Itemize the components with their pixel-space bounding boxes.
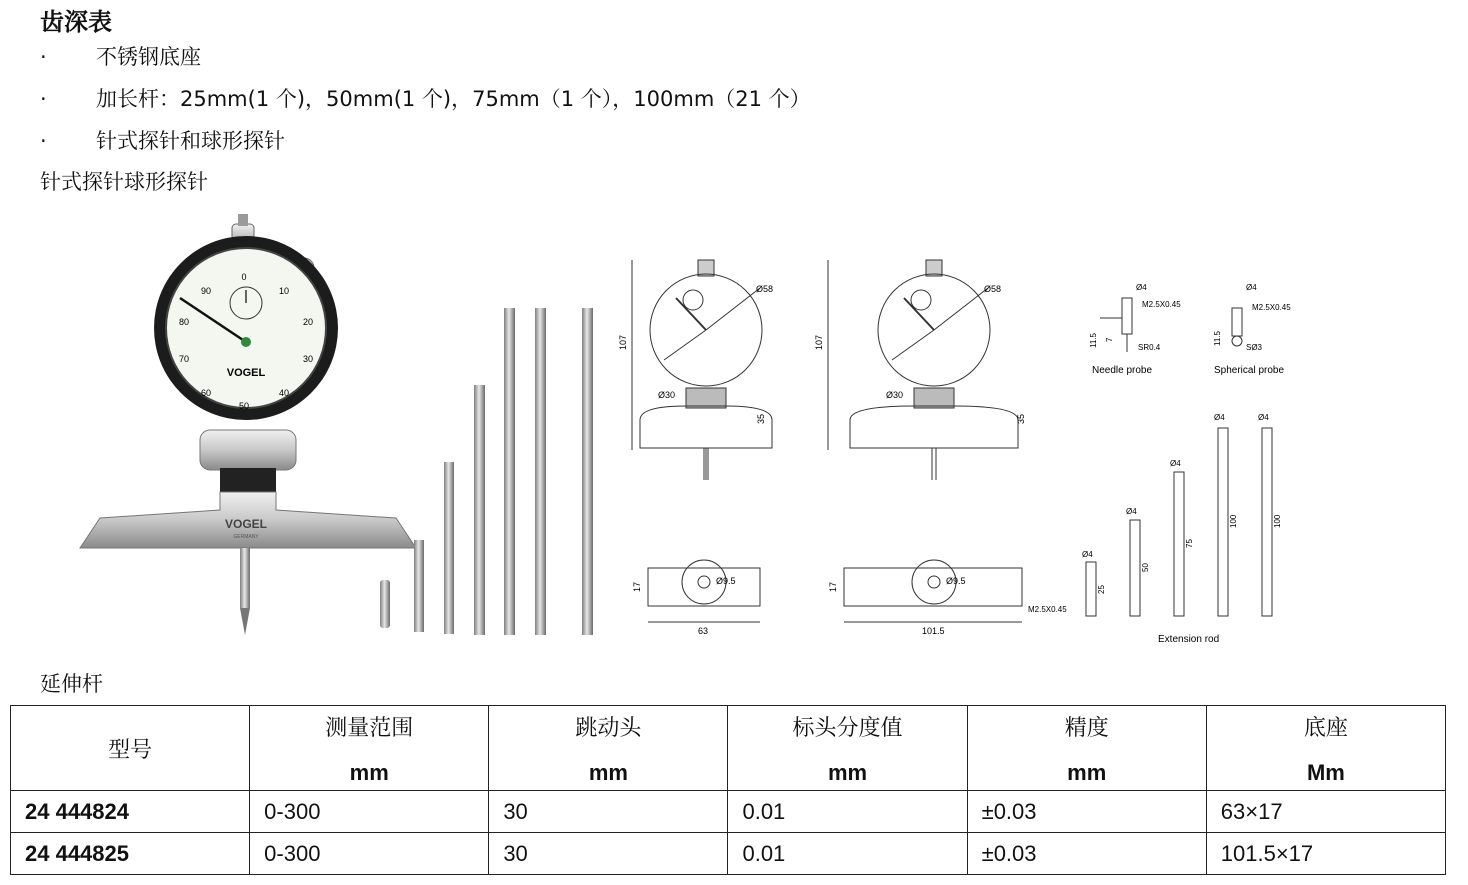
cell-graduation: 0.01	[728, 833, 967, 875]
dimension-label: Ø9.5	[716, 576, 736, 586]
dial-brand: VOGEL	[226, 367, 266, 379]
dimension-label: Ø30	[658, 390, 676, 400]
header-model: 型号	[11, 706, 250, 791]
dimension-label: M2.5X0.45	[1142, 300, 1181, 309]
header-jump-head: 跳动头 mm	[489, 706, 728, 791]
dimension-label: 50	[1141, 563, 1150, 572]
dimension-label: 100	[1273, 514, 1282, 528]
dimension-label: 17	[828, 581, 838, 592]
dimension-label: 35	[1016, 413, 1026, 424]
technical-drawing-101-5	[828, 260, 1022, 622]
dial-number: 20	[302, 317, 314, 327]
rods-caption: Extension rod	[1158, 634, 1220, 645]
page-title: 齿深表	[40, 8, 112, 36]
depth-gauge-photo	[80, 214, 416, 635]
dial-number: 90	[200, 286, 212, 296]
dimension-label: SØ3	[1246, 343, 1263, 352]
dial-number: 30	[302, 354, 314, 364]
dimension-label: Ø4	[1082, 550, 1093, 559]
list-item-text: 加长杆：25mm(1 个)，50mm(1 个)，75mm（1 个），100mm（21 个）	[96, 87, 811, 111]
cell-accuracy: ±0.03	[967, 833, 1206, 875]
dimension-label: Ø4	[1214, 413, 1225, 422]
cell-graduation: 0.01	[728, 791, 967, 833]
needle-probe-drawing	[1100, 298, 1132, 352]
cell-base: 63×17	[1206, 791, 1445, 833]
cell-jump-head: 30	[489, 833, 728, 875]
extension-rods-photo	[380, 308, 593, 635]
dimension-label: 35	[756, 413, 766, 424]
dimension-label: 17	[632, 581, 642, 592]
cell-base: 101.5×17	[1206, 833, 1445, 875]
dial-number: 0	[241, 272, 247, 282]
list-item	[40, 42, 811, 84]
base-brand-sub: GERMANY	[233, 534, 259, 540]
dimension-label: M2.5X0.45	[1028, 605, 1067, 614]
feature-list	[40, 42, 811, 168]
header-range: 测量范围 mm	[250, 706, 489, 791]
spec-table	[10, 705, 1446, 875]
dimension-label: 100	[1229, 514, 1238, 528]
bullet-marker: ·	[40, 129, 47, 153]
header-base: 底座 Mm	[1206, 706, 1445, 791]
dimension-label: 63	[698, 626, 709, 636]
extension-rod-drawings	[1086, 428, 1272, 616]
dimension-label: 101.5	[922, 626, 945, 636]
dimension-label: M2.5X0.45	[1252, 303, 1291, 312]
list-item	[40, 126, 811, 168]
spherical-probe-drawing	[1232, 308, 1242, 346]
dimension-label: SR0.4	[1138, 343, 1161, 352]
dimension-label: 107	[618, 334, 628, 350]
dimension-label: 7	[1105, 337, 1114, 342]
table-header-row	[11, 706, 1446, 791]
probe-caption: Needle probe	[1092, 365, 1153, 376]
header-graduation: 标头分度值 mm	[728, 706, 967, 791]
cell-range: 0-300	[250, 833, 489, 875]
bullet-marker: ·	[40, 45, 47, 69]
cell-range: 0-300	[250, 791, 489, 833]
header-accuracy: 精度 mm	[967, 706, 1206, 791]
dial-number: 40	[278, 388, 290, 398]
dimension-label: Ø4	[1136, 283, 1147, 292]
dial-number: 50	[238, 401, 250, 411]
base-brand: VOGEL	[224, 517, 268, 531]
probe-subtitle: 针式探针球形探针	[40, 170, 208, 194]
list-item-text: 不锈钢底座	[96, 45, 201, 69]
table-row	[11, 833, 1446, 875]
cell-jump-head: 30	[489, 791, 728, 833]
dimension-label: Ø58	[984, 284, 1002, 294]
dial-number: 60	[200, 388, 212, 398]
dimension-label: Ø30	[886, 390, 904, 400]
dimension-label: 11.5	[1213, 331, 1222, 346]
probe-caption: Spherical probe	[1214, 365, 1285, 376]
dial-number: 80	[178, 317, 190, 327]
dimension-label: Ø4	[1258, 413, 1269, 422]
bullet-marker: ·	[40, 87, 47, 111]
cell-model: 24 444825	[11, 833, 250, 875]
cell-model: 24 444824	[11, 791, 250, 833]
dimension-label: Ø4	[1170, 459, 1181, 468]
dimension-label: Ø4	[1246, 283, 1257, 292]
dial-number: 70	[178, 354, 190, 364]
dimension-label: 11.5	[1089, 333, 1098, 348]
dial-number: 10	[278, 286, 290, 296]
technical-drawing-63	[632, 260, 772, 622]
dimension-label: 107	[814, 334, 824, 350]
section-label: 延伸杆	[40, 672, 103, 696]
dimension-label: Ø4	[1126, 507, 1137, 516]
dimension-label: Ø9.5	[946, 576, 966, 586]
cell-accuracy: ±0.03	[967, 791, 1206, 833]
product-figure	[60, 210, 1400, 660]
dimension-label: Ø58	[756, 284, 774, 294]
dimension-label: 75	[1185, 539, 1194, 548]
list-item	[40, 84, 811, 126]
table-row	[11, 791, 1446, 833]
dimension-label: 25	[1097, 585, 1106, 594]
list-item-text: 针式探针和球形探针	[96, 129, 285, 153]
